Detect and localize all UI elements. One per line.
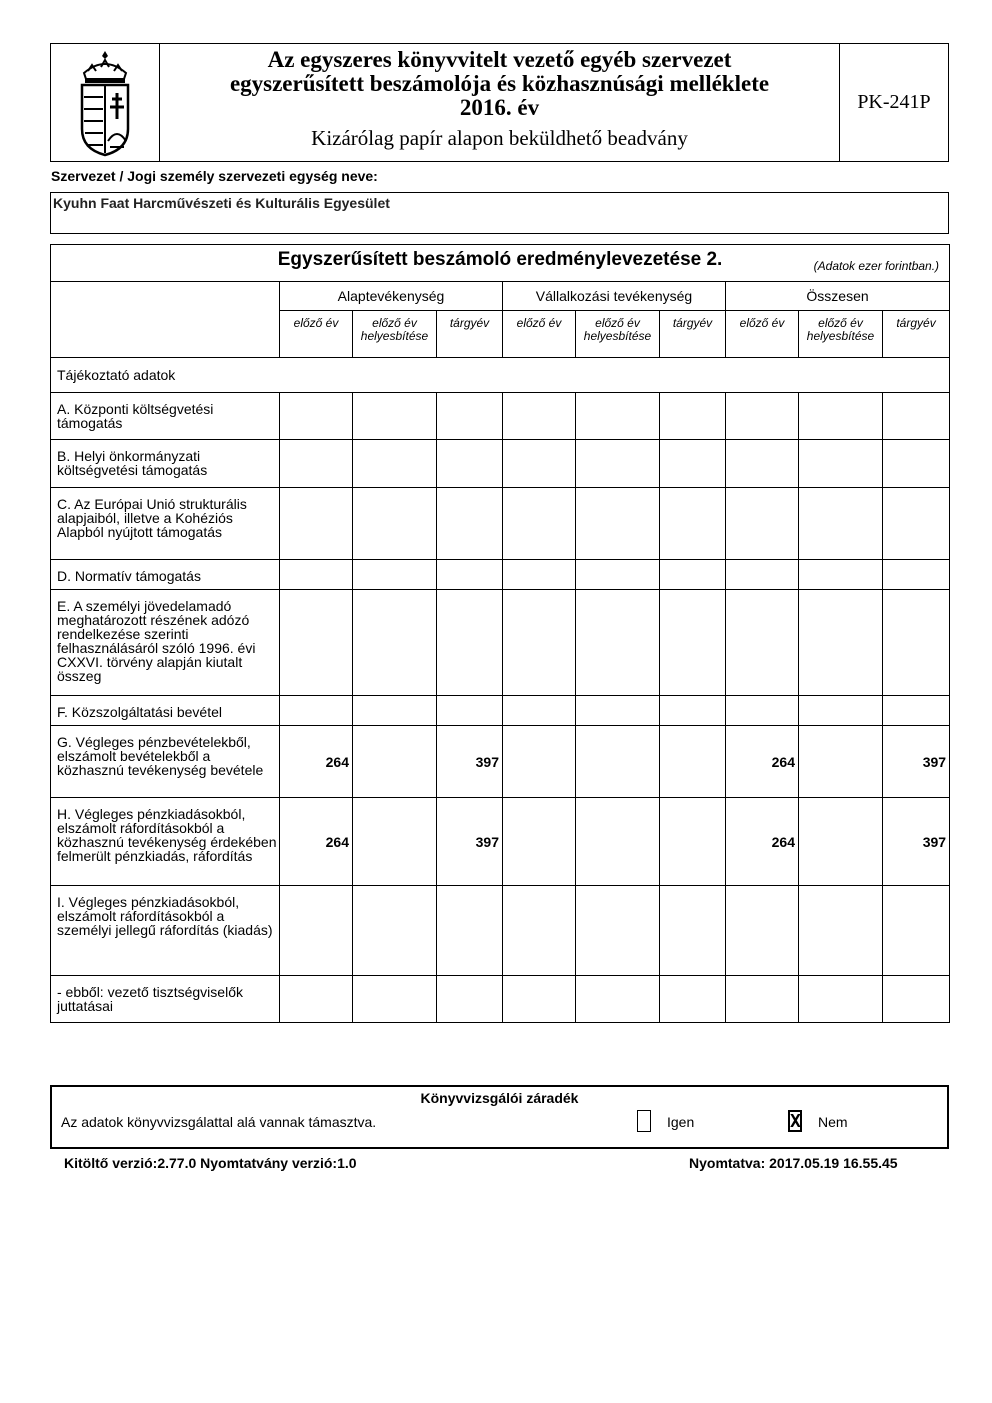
no-label: Nem (818, 1114, 848, 1130)
value-cell (576, 976, 660, 1023)
value-cell (503, 393, 576, 440)
value-cell (353, 440, 437, 488)
sub-column-header: tárgyév (660, 311, 726, 358)
value-cell: 397 (883, 726, 950, 798)
value-cell (799, 590, 883, 696)
row-label: D. Normatív támogatás (51, 560, 280, 590)
value-cell (280, 976, 353, 1023)
sub-column-header: tárgyév (883, 311, 950, 358)
value-cell: 264 (726, 798, 799, 886)
value-cell (503, 440, 576, 488)
value-cell (799, 886, 883, 976)
table-row (51, 488, 950, 560)
value-cell (883, 560, 950, 590)
row-label: - ebből: vezető tisztségviselők juttatásai (51, 976, 280, 1023)
form-subtitle: Kizárólag papír alapon beküldhető beadvány (311, 126, 688, 150)
value-cell (353, 488, 437, 560)
sub-column-header: előző év helyesbítése (353, 311, 437, 358)
value-cell (280, 440, 353, 488)
row-label: C. Az Európai Unió strukturális alapjaiból, illetve a Kohéziós Alapból nyújtott támogatás (51, 488, 280, 560)
value-cell (353, 886, 437, 976)
value-cell (437, 488, 503, 560)
table-title-cell (51, 245, 950, 282)
value-cell (280, 393, 353, 440)
value-cell (883, 696, 950, 726)
value-cell (437, 440, 503, 488)
print-timestamp: Nyomtatva: 2017.05.19 16.55.45 (689, 1155, 898, 1171)
value-cell: 397 (437, 726, 503, 798)
value-cell (726, 590, 799, 696)
table-row (51, 798, 950, 886)
table-row (51, 393, 950, 440)
column-group-header: Vállalkozási tevékenység (503, 282, 726, 311)
value-cell (726, 393, 799, 440)
value-cell (503, 798, 576, 886)
row-label: A. Központi költségvetési támogatás (51, 393, 280, 440)
form-header (50, 43, 949, 162)
value-cell (660, 886, 726, 976)
sub-column-header: előző év helyesbítése (576, 311, 660, 358)
value-cell (883, 886, 950, 976)
value-cell (437, 393, 503, 440)
column-group-header: Összesen (726, 282, 950, 311)
form-title-line-2: egyszerűsített beszámolója és közhasznúsági melléklete (229, 71, 770, 96)
audit-heading: Könyvvizsgálói záradék (420, 1090, 579, 1106)
row-header-blank (51, 282, 280, 358)
value-cell (437, 560, 503, 590)
sub-column-header: előző év helyesbítése (799, 311, 883, 358)
value-cell (799, 440, 883, 488)
value-cell (437, 886, 503, 976)
table-title: Egyszerűsített beszámoló eredménylevezetése 2. (277, 249, 723, 270)
unit-note: (Adatok ezer forintban.) (813, 259, 940, 273)
value-cell (660, 393, 726, 440)
value-cell (503, 976, 576, 1023)
value-cell (503, 488, 576, 560)
row-label: B. Helyi önkormányzati költségvetési támogatás (51, 440, 280, 488)
value-cell (576, 440, 660, 488)
value-cell (437, 976, 503, 1023)
value-cell (799, 560, 883, 590)
column-group-header: Alaptevékenység (280, 282, 503, 311)
table-row (51, 886, 950, 976)
sub-column-header: előző év (503, 311, 576, 358)
value-cell (353, 590, 437, 696)
table-row (51, 560, 950, 590)
value-cell (660, 488, 726, 560)
row-label: H. Végleges pénzkiadásokból, elszámolt ráfordításokból a közhasznú tevékenység érdekében felmerült pénzkiadás, ráfordítás (51, 798, 280, 886)
value-cell: 397 (437, 798, 503, 886)
audit-statement: Az adatok könyvvizsgálattal alá vannak támasztva. (61, 1114, 377, 1130)
value-cell (883, 440, 950, 488)
coat-of-arms-icon (74, 49, 136, 157)
table-row (51, 440, 950, 488)
value-cell (353, 798, 437, 886)
sub-column-header: előző év (726, 311, 799, 358)
organization-label: Szervezet / Jogi személy szervezeti egység neve: (51, 168, 378, 184)
value-cell (503, 696, 576, 726)
value-cell (799, 488, 883, 560)
value-cell (726, 976, 799, 1023)
value-cell (726, 560, 799, 590)
value-cell (503, 886, 576, 976)
value-cell (503, 560, 576, 590)
form-title-line-1: Az egyszeres könyvvitelt vezető egyéb szervezet (267, 47, 732, 72)
value-cell (280, 696, 353, 726)
value-cell (576, 393, 660, 440)
value-cell (660, 798, 726, 886)
result-table (50, 244, 950, 1023)
value-cell (726, 440, 799, 488)
value-cell (660, 696, 726, 726)
row-label: F. Közszolgáltatási bevétel (51, 696, 280, 726)
value-cell (660, 976, 726, 1023)
value-cell (353, 560, 437, 590)
sub-column-header: előző év (280, 311, 353, 358)
value-cell (280, 590, 353, 696)
form-title-block (160, 44, 839, 161)
value-cell (660, 590, 726, 696)
value-cell (883, 488, 950, 560)
value-cell (353, 696, 437, 726)
value-cell (726, 886, 799, 976)
value-cell (726, 488, 799, 560)
form-title-line-3: 2016. év (459, 95, 540, 120)
organization-name-field (50, 192, 949, 234)
value-cell (660, 726, 726, 798)
value-cell (503, 726, 576, 798)
value-cell (353, 976, 437, 1023)
organization-name: Kyuhn Faat Harcművészeti és Kulturális Egyesület (53, 195, 390, 211)
value-cell (660, 560, 726, 590)
version-info: Kitöltő verzió:2.77.0 Nyomtatvány verzió:1.0 (64, 1155, 357, 1171)
value-cell: 264 (280, 726, 353, 798)
no-checkbox[interactable]: X (790, 1111, 801, 1132)
value-cell (883, 393, 950, 440)
table-row (51, 696, 950, 726)
yes-checkbox[interactable] (637, 1110, 651, 1132)
yes-label: Igen (667, 1114, 695, 1130)
value-cell: 264 (280, 798, 353, 886)
coat-of-arms-logo (51, 44, 160, 161)
value-cell (437, 590, 503, 696)
sub-column-header: tárgyév (437, 311, 503, 358)
row-label: G. Végleges pénzbevételekből, elszámolt bevételekből a közhasznú tevékenység bevétele (51, 726, 280, 798)
value-cell (660, 440, 726, 488)
value-cell (576, 726, 660, 798)
value-cell (799, 726, 883, 798)
table-row (51, 590, 950, 696)
value-cell (437, 696, 503, 726)
table-row (51, 726, 950, 798)
row-label: E. A személyi jövedelamadó meghatározott részének adózó rendelkezése szerinti felhasználásáról szóló 1996. évi CXXVI. törvény alapján kiutalt összeg (51, 590, 280, 696)
value-cell (353, 726, 437, 798)
value-cell (280, 886, 353, 976)
audit-clause (50, 1085, 949, 1149)
value-cell (883, 976, 950, 1023)
value-cell (799, 696, 883, 726)
value-cell (576, 590, 660, 696)
value-cell (576, 488, 660, 560)
value-cell (883, 590, 950, 696)
form-code: PK-241P (839, 44, 948, 161)
section-label: Tájékoztató adatok (51, 358, 950, 393)
value-cell (799, 393, 883, 440)
table-row (51, 976, 950, 1023)
value-cell (576, 696, 660, 726)
value-cell (799, 798, 883, 886)
value-cell: 264 (726, 726, 799, 798)
value-cell (503, 590, 576, 696)
row-label: I. Végleges pénzkiadásokból, elszámolt ráfordításokból a személyi jellegű ráfordítás (kiadás) (51, 886, 280, 976)
value-cell (280, 488, 353, 560)
value-cell (576, 886, 660, 976)
value-cell: 397 (883, 798, 950, 886)
value-cell (353, 393, 437, 440)
value-cell (799, 976, 883, 1023)
value-cell (726, 696, 799, 726)
value-cell (576, 560, 660, 590)
value-cell (280, 560, 353, 590)
value-cell (576, 798, 660, 886)
